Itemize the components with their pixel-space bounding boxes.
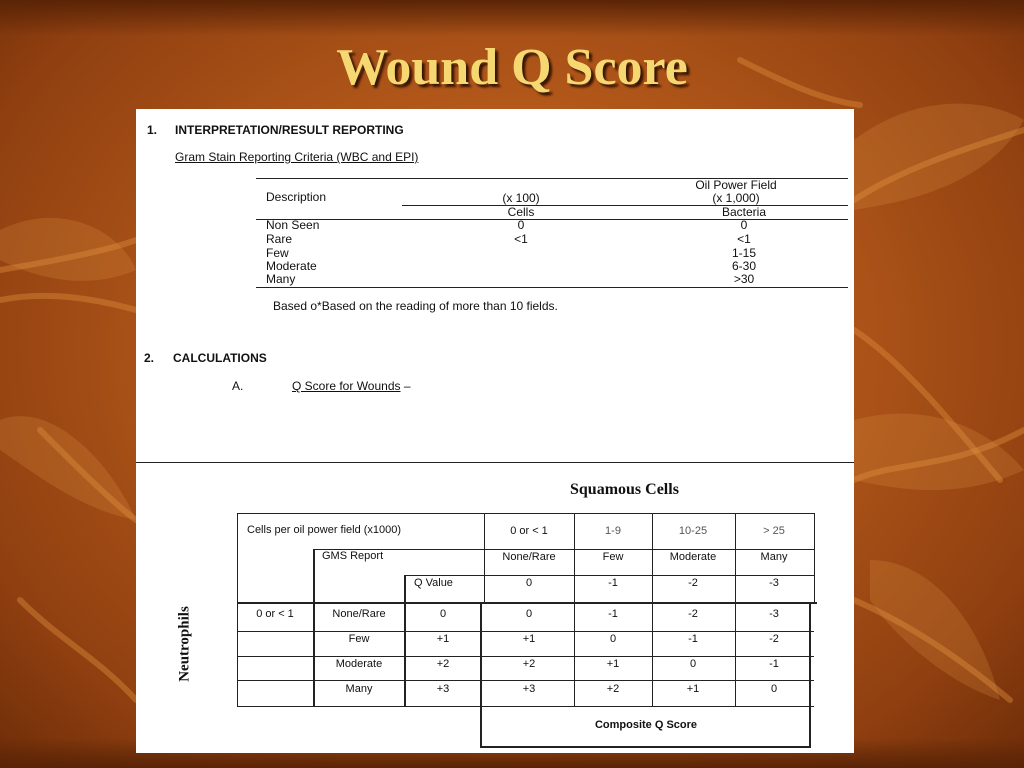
qtable-col-report: Many — [760, 551, 788, 563]
qtable-col-line — [237, 513, 238, 706]
qtable-rule — [313, 549, 814, 550]
qtable-q-value: Q Value — [414, 577, 453, 589]
qtable-score: +1 — [606, 658, 620, 670]
section2-item-text: Q Score for Wounds — [292, 379, 401, 393]
qtable-score: 0 — [525, 608, 533, 620]
qtable-title: Squamous Cells — [570, 481, 679, 498]
qtable-score: +1 — [522, 633, 536, 645]
qtable-row-report: Few — [348, 633, 370, 645]
qtable-score: -1 — [608, 608, 618, 620]
gram-col-description: Description — [266, 190, 327, 204]
qtable-rule-heavy — [237, 602, 817, 604]
qtable-rule — [237, 631, 814, 632]
qtable-col-line — [814, 513, 815, 602]
gram-row-label: Non Seen — [266, 218, 320, 232]
qtable-row-q: +2 — [436, 658, 450, 670]
gram-col-bacteria-top: Oil Power Field — [695, 178, 777, 192]
gram-row-bacteria: <1 — [737, 232, 751, 246]
qtable-col-qvalue: 0 — [525, 577, 533, 589]
qtable-col-count: 10-25 — [678, 525, 708, 537]
qtable-composite-label: Composite Q Score — [594, 719, 698, 731]
qtable-row-count: 0 or < 1 — [256, 608, 294, 620]
qtable-score: -3 — [769, 608, 779, 620]
qtable-rule — [237, 656, 814, 657]
gram-col-bacteria: Bacteria — [721, 205, 767, 219]
qtable-col-line-heavy — [404, 575, 406, 706]
qtable-score: 0 — [609, 633, 617, 645]
qtable-side-label: Neutrophils — [176, 606, 193, 682]
qtable-row-report: None/Rare — [332, 608, 386, 620]
gram-row-label: Few — [266, 246, 289, 260]
qtable-col-line-heavy — [480, 602, 482, 748]
qtable-rule-heavy — [480, 746, 811, 748]
gram-row-bacteria: 6-30 — [731, 259, 757, 273]
gram-row-label: Moderate — [266, 259, 317, 273]
qtable-col-line — [735, 513, 736, 706]
qtable-score: +3 — [522, 683, 536, 695]
qtable-score: +2 — [522, 658, 536, 670]
section2-heading: CALCULATIONS — [173, 351, 267, 365]
section1-heading: INTERPRETATION/RESULT REPORTING — [175, 123, 404, 137]
qtable-col-line — [652, 513, 653, 706]
gram-col-cells-magnification: (x 100) — [502, 191, 540, 205]
qtable-col-count: 1-9 — [605, 525, 621, 537]
section2-item-dash: – — [400, 379, 411, 393]
gram-row-label: Rare — [266, 232, 293, 246]
qtable-col-line-heavy — [809, 602, 811, 748]
qtable-col-qvalue: -2 — [688, 577, 698, 589]
qtable-col-report: None/Rare — [502, 551, 556, 563]
gram-col-cells: Cells — [507, 205, 535, 219]
qtable-gms-report: GMS Report — [322, 550, 384, 562]
qtable-score: +2 — [606, 683, 620, 695]
gram-table-header-mid-rule — [402, 205, 848, 206]
gram-col-bacteria-magnification: (x 1,000) — [712, 191, 760, 205]
qtable-col-count: > 25 — [763, 525, 785, 537]
gram-row-bacteria: 0 — [740, 218, 748, 232]
slide-title: Wound Q Score — [336, 39, 688, 96]
qtable-score: +1 — [686, 683, 700, 695]
gram-row-bacteria: 1-15 — [731, 246, 757, 260]
qtable-score: -2 — [688, 608, 698, 620]
qtable-row-q: +1 — [436, 633, 450, 645]
qtable-score: -2 — [769, 633, 779, 645]
gram-row-cells: <1 — [514, 232, 528, 246]
gram-table-header-rule — [256, 219, 848, 220]
scanned-document — [136, 109, 854, 753]
qtable-score: -1 — [769, 658, 779, 670]
qtable-rule — [237, 513, 814, 514]
section2-number: 2. — [144, 351, 155, 365]
section1-subheading: Gram Stain Reporting Criteria (WBC and EPI) — [175, 150, 419, 164]
qtable-col-qvalue: -3 — [769, 577, 779, 589]
section2-item-letter: A. — [232, 379, 244, 393]
qtable-rule — [237, 680, 814, 681]
qtable-row-report: Moderate — [335, 658, 383, 670]
qtable-col-qvalue: -1 — [608, 577, 618, 589]
gram-row-cells: 0 — [517, 218, 525, 232]
gram-row-label: Many — [266, 272, 296, 286]
gram-footnote: Based o*Based on the reading of more than 10 fields. — [273, 299, 558, 313]
gram-table-bottom-rule — [256, 287, 848, 288]
qtable-col-line — [484, 513, 485, 602]
qtable-row-q: 0 — [439, 608, 447, 620]
page-separator — [136, 462, 854, 463]
qtable-score: 0 — [689, 658, 697, 670]
qtable-col-report: Few — [602, 551, 624, 563]
qtable-cells-per-field: Cells per oil power field (x1000) — [247, 524, 402, 536]
qtable-col-line-heavy — [313, 549, 315, 706]
qtable-col-report: Moderate — [669, 551, 717, 563]
section2-item — [292, 379, 411, 393]
qtable-col-line — [574, 513, 575, 706]
section1-number: 1. — [147, 123, 158, 137]
qtable-row-report: Many — [345, 683, 373, 695]
qtable-row-q: +3 — [436, 683, 450, 695]
gram-row-bacteria: >30 — [733, 272, 755, 286]
qtable-rule — [404, 575, 814, 576]
qtable-rule — [237, 706, 814, 707]
qtable-col-count: 0 or < 1 — [510, 525, 548, 537]
qtable-score: -1 — [688, 633, 698, 645]
qtable-score: 0 — [770, 683, 778, 695]
